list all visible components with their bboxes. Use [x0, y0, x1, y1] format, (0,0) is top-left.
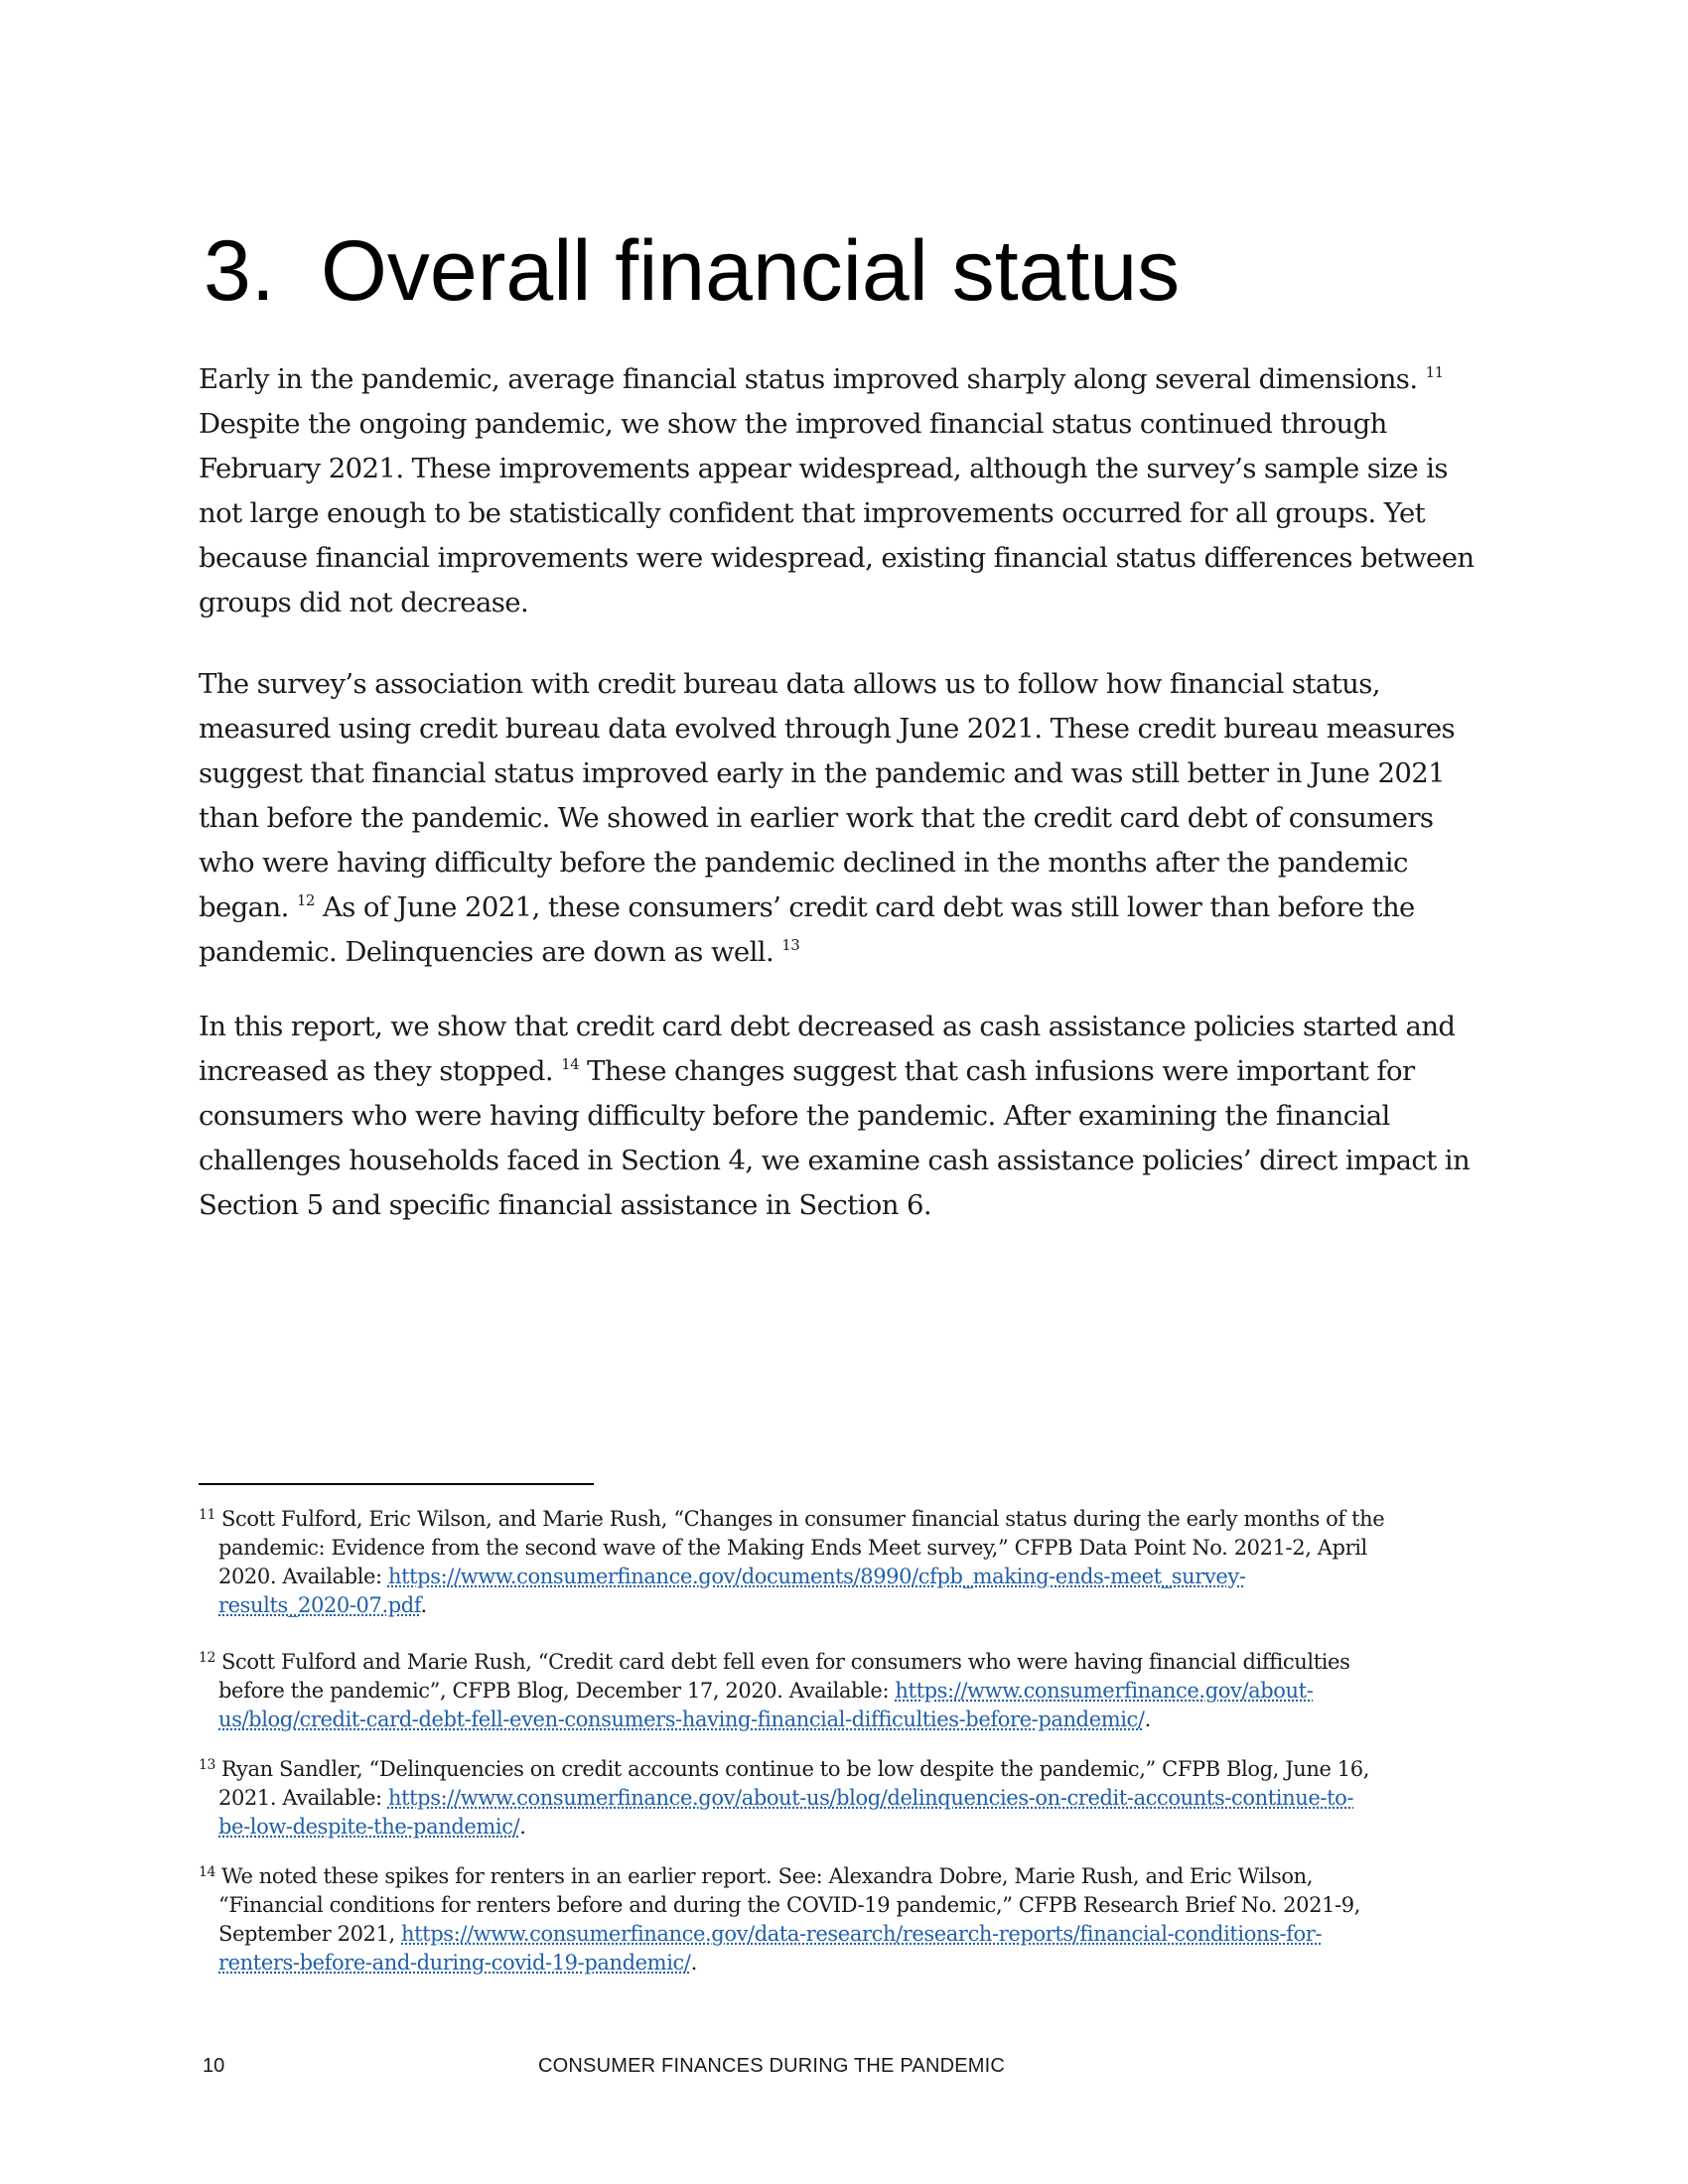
footnote-link[interactable]: results_2020-07.pdf	[218, 1593, 421, 1617]
footnote-text: “Financial conditions for renters before and during the COVID-19 pandemic,” CFPB Research Brief No. 2021-9,	[218, 1893, 1360, 1917]
footnote-link[interactable]: https://www.consumerfinance.gov/documents/8990/cfpb_making-ends-meet_survey-	[387, 1565, 1246, 1588]
body-line: increased as they stopped.	[199, 1055, 553, 1087]
footnote-link[interactable]: https://www.consumerfinance.gov/data-research/research-reports/financial-conditions-for-	[401, 1922, 1323, 1946]
body-line: pandemic. Delinquencies are down as well.	[199, 936, 774, 968]
footnote-link[interactable]: us/blog/credit-card-debt-fell-even-consumers-having-financial-difficulties-before-pandemic/	[218, 1707, 1145, 1731]
footnote-ref-11[interactable]: 11	[1425, 363, 1444, 381]
footnote-ref-13[interactable]: 13	[781, 936, 800, 954]
body-line: Section 5 and specific financial assistance in Section 6.	[199, 1189, 932, 1221]
footnote-divider	[199, 1483, 594, 1485]
footnote-12	[199, 1648, 1519, 1734]
footnote-text: Ryan Sandler, “Delinquencies on credit accounts continue to be low despite the pandemic,” CFPB Blog, June 16,	[221, 1757, 1369, 1781]
footnote-text: .	[420, 1593, 427, 1617]
footnote-text: 2020. Available:	[218, 1565, 388, 1588]
body-line: The survey’s association with credit bureau data allows us to follow how financial status,	[199, 668, 1380, 700]
body-line: not large enough to be statistically confident that improvements occurred for all groups. Yet	[199, 497, 1426, 529]
body-line: Early in the pandemic, average financial status improved sharply along several dimensions.	[199, 363, 1418, 395]
body-line: Despite the ongoing pandemic, we show the improved financial status continued through	[199, 408, 1387, 440]
footnote-text: before the pandemic”, CFPB Blog, December 17, 2020. Available:	[218, 1679, 896, 1703]
body-line: than before the pandemic. We showed in earlier work that the credit card debt of consumers	[199, 802, 1434, 834]
body-line: who were having difficulty before the pandemic declined in the months after the pandemic	[199, 847, 1408, 879]
footnote-link[interactable]: https://www.consumerfinance.gov/about-	[895, 1679, 1314, 1703]
body-line: February 2021. These improvements appear widespread, although the survey’s sample size is	[199, 453, 1448, 484]
body-line: measured using credit bureau data evolved through June 2021. These credit bureau measures	[199, 713, 1456, 745]
page-number: 10	[203, 2055, 225, 2077]
footnote-text: Scott Fulford, Eric Wilson, and Marie Rush, “Changes in consumer financial status during the early months of the	[221, 1507, 1385, 1531]
footnote-number: 14	[199, 1864, 216, 1880]
footnote-text: pandemic: Evidence from the second wave of the Making Ends Meet survey,” CFPB Data Point No. 2021-2, April	[218, 1536, 1367, 1560]
section-number: 3.	[204, 223, 275, 319]
body-line: challenges households faced in Section 4, we examine cash assistance policies’ direct impact in	[199, 1145, 1471, 1176]
body-line: began.	[199, 891, 289, 923]
section-title: Overall financial status	[321, 223, 1181, 319]
footnote-ref-14[interactable]: 14	[561, 1055, 580, 1073]
footnote-text: .	[690, 1951, 697, 1975]
running-footer-title: CONSUMER FINANCES DURING THE PANDEMIC	[538, 2055, 1006, 2077]
footnote-text: Scott Fulford and Marie Rush, “Credit card debt fell even for consumers who were having financial difficulties	[221, 1650, 1350, 1674]
body-line: because financial improvements were widespread, existing financial status differences between	[199, 542, 1475, 574]
body-line: In this report, we show that credit card debt decreased as cash assistance policies started and	[199, 1011, 1456, 1042]
footnote-link[interactable]: https://www.consumerfinance.gov/about-us/blog/delinquencies-on-credit-accounts-continue-to-	[387, 1786, 1354, 1810]
paragraph-2	[199, 662, 1489, 975]
paragraph-3	[199, 1005, 1489, 1228]
body-line: These changes suggest that cash infusions were important for	[587, 1055, 1415, 1087]
footnote-number: 13	[199, 1757, 216, 1773]
footnote-text: We noted these spikes for renters in an earlier report. See: Alexandra Dobre, Marie Rush, and Eric Wilson,	[221, 1864, 1314, 1888]
footnote-14	[199, 1862, 1519, 1978]
footnote-text: .	[1144, 1707, 1151, 1731]
body-line: As of June 2021, these consumers’ credit card debt was still lower than before the	[322, 891, 1415, 923]
footnote-11	[199, 1505, 1519, 1620]
footnote-link[interactable]: renters-before-and-during-covid-19-pandemic/	[218, 1951, 691, 1975]
footnote-text: .	[519, 1815, 526, 1839]
paragraph-1	[199, 357, 1489, 625]
footnote-ref-12[interactable]: 12	[296, 891, 315, 909]
footnote-number: 12	[199, 1650, 216, 1666]
footnote-text: September 2021,	[218, 1922, 402, 1946]
section-heading	[204, 216, 1180, 326]
footnote-link[interactable]: be-low-despite-the-pandemic/	[218, 1815, 520, 1839]
body-line: groups did not decrease.	[199, 587, 529, 618]
footnote-13	[199, 1755, 1519, 1842]
body-line: consumers who were having difficulty before the pandemic. After examining the financial	[199, 1100, 1390, 1132]
footnote-text: 2021. Available:	[218, 1786, 388, 1810]
body-line: suggest that financial status improved early in the pandemic and was still better in June 2021	[199, 757, 1446, 789]
footnote-number: 11	[199, 1507, 216, 1523]
